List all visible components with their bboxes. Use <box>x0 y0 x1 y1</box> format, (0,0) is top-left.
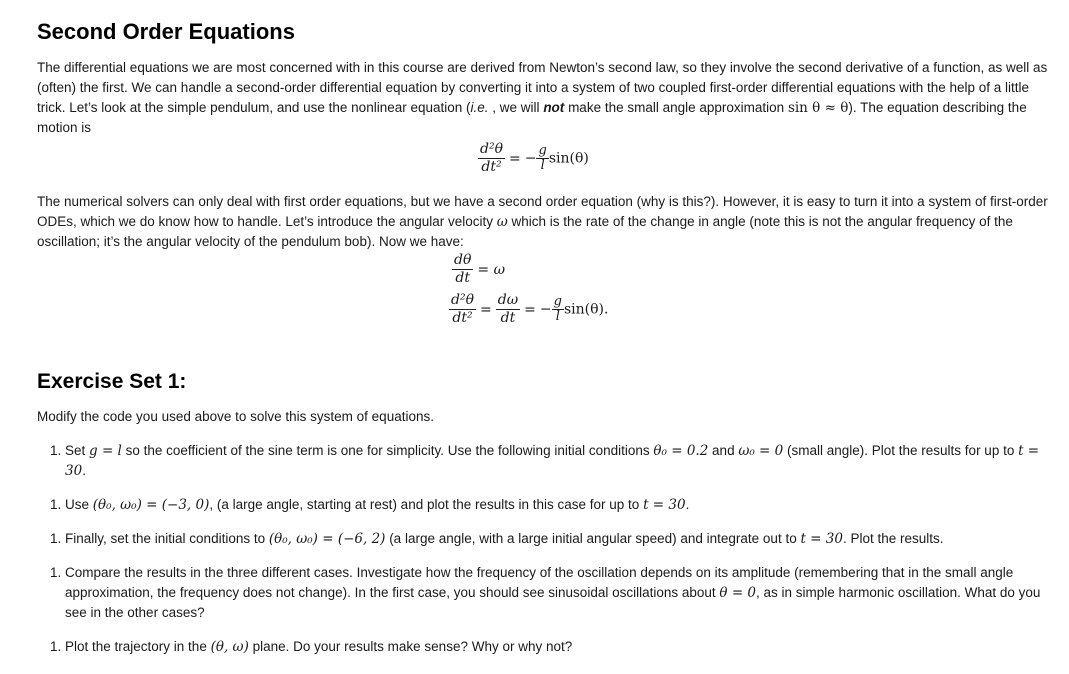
list-item <box>65 495 1055 515</box>
item1-text-c: and <box>708 443 739 458</box>
eq2-l2-g: g <box>553 294 562 309</box>
eq2-l2-mid-denominator: dt <box>496 309 520 327</box>
item3-text-a: Finally, set the initial conditions to <box>65 531 269 546</box>
eq2-l2-minus: − <box>539 301 552 318</box>
dtheta-dt-fraction <box>452 252 473 287</box>
item3-math-2: t = 30 <box>800 531 843 547</box>
eq2-l1-numerator: dθ <box>454 252 472 268</box>
item2-text-a: Use <box>65 497 93 512</box>
eq2-l2-numerator: d²θ <box>451 292 475 308</box>
system-equation-line-2 <box>449 292 608 327</box>
item1-math-2: θ₀ = 0.2 <box>653 443 709 459</box>
eq2-l2-l: l <box>552 309 564 324</box>
eq2-l2-equals: = <box>480 301 492 318</box>
exercise-item-5 <box>37 637 1055 657</box>
item2-math-2: t = 30 <box>643 497 686 513</box>
eq1-denominator: dt² <box>478 158 505 176</box>
eq2-l2-denominator: dt² <box>449 309 476 327</box>
exercise-item-4 <box>37 563 1055 623</box>
eq1-equals: = <box>509 150 521 167</box>
g-over-l-fraction <box>536 144 548 173</box>
omega-symbol: ω <box>496 214 508 230</box>
exercise-intro: Modify the code you used above to solve this system of equations. <box>37 409 434 424</box>
list-item <box>65 637 1055 657</box>
item2-text-b: , (a large angle, starting at rest) and plot the results in this case for up to <box>209 497 644 512</box>
item5-text-b: plane. Do your results make sense? Why or why not? <box>248 639 573 654</box>
eq1-l: l <box>536 158 548 173</box>
eq2-l2-equals-2: = <box>524 301 536 318</box>
item1-text-e: . <box>82 463 86 478</box>
item1-text-d: (small angle). Plot the results for up to <box>783 443 1019 458</box>
item4-text-a: Compare the results in the three different cases. Investigate how the frequency of the oscillation depends on its amplitude (remembering that in the small angle approximation, the frequency does not change). In the first case, you should see sinusoidal oscillations about <box>65 565 1014 600</box>
list-item <box>65 563 1055 623</box>
system-text-2: which is the rate of the change in angle (note this is not the angular frequency of the oscillation; it’s the angular velocity of the pendulum bob). Now we have: <box>37 214 1013 249</box>
item1-math-4: t = 30 <box>65 443 1040 479</box>
eq2-g-over-l-fraction <box>552 295 564 324</box>
eq2-l2-mid-numerator: dω <box>497 292 519 308</box>
eq1-numerator: d²θ <box>480 141 504 157</box>
item2-math-1: (θ₀, ω₀) = (−3, 0) <box>92 497 210 513</box>
exercise-item-2 <box>37 495 1055 515</box>
item1-math-3: ω₀ = 0 <box>738 443 784 459</box>
intro-paragraph <box>37 58 1052 138</box>
item3-math-1: (θ₀, ω₀) = (−6, 2) <box>268 531 386 547</box>
item5-text-a: Plot the trajectory in the <box>65 639 211 654</box>
system-text-1: The numerical solvers can only deal with first order equations, but we have a second order equation (why is this?). However, it is easy to turn it into a system of first-order ODEs, which we do know how to handle. Let’s introduce the angular velocity <box>37 194 1048 229</box>
eq2-l1-rhs: = ω <box>477 261 505 278</box>
eq2-l1-denominator: dt <box>452 269 473 287</box>
pendulum-equation <box>478 141 589 176</box>
intro-text-4: ). The equation describing the motion is <box>37 100 1027 135</box>
exercise-title: Exercise Set 1: <box>37 370 187 393</box>
item3-text-b: (a large angle, with a large initial angular speed) and integrate out to <box>385 531 801 546</box>
system-paragraph <box>37 192 1052 252</box>
item3-text-c: . Plot the results. <box>842 531 944 546</box>
small-angle-math: sin θ ≈ θ <box>787 100 849 116</box>
intro-text-2: , we will <box>488 100 544 115</box>
system-equation-line-1 <box>452 252 509 287</box>
section-title: Second Order Equations <box>37 19 295 44</box>
d2theta-dt2-fraction <box>449 292 476 327</box>
item5-math-1: (θ, ω) <box>210 639 249 655</box>
item4-text-b: , as in simple harmonic oscillation. What do you see in the other cases? <box>65 585 1041 620</box>
list-item <box>65 529 1055 549</box>
eq1-minus: − <box>524 150 537 167</box>
eq2-l2-rhs: sin(θ). <box>563 301 609 318</box>
item2-text-c: . <box>685 497 690 512</box>
exercise-item-3 <box>37 529 1055 549</box>
list-item <box>65 441 1055 481</box>
item1-text-b: so the coefficient of the sine term is one for simplicity. Use the following initial conditions <box>121 443 654 458</box>
not-emphasis: not <box>543 100 565 115</box>
item1-math-1: g = l <box>89 443 122 459</box>
ie-text: i.e. <box>470 100 489 115</box>
intro-text-3: make the small angle approximation <box>564 100 788 115</box>
item1-text-a: Set <box>65 443 90 458</box>
eq1-g: g <box>538 143 547 158</box>
item4-math-1: θ = 0 <box>719 585 757 601</box>
domega-dt-fraction <box>496 292 520 327</box>
second-derivative-fraction <box>478 141 505 176</box>
intro-text-1: The differential equations we are most concerned with in this course are derived from Newton’s second law, so they involve the second derivative of a function, as well as (often) the first. We can handle a second-order differential equation by converting it into a system of two coupled first-order differential equations with the help of a little trick. Let’s look at the simple pendulum, and use the nonlinear equation ( <box>37 60 1048 115</box>
eq1-rhs: sin(θ) <box>548 150 589 167</box>
exercise-item-1 <box>37 441 1055 481</box>
